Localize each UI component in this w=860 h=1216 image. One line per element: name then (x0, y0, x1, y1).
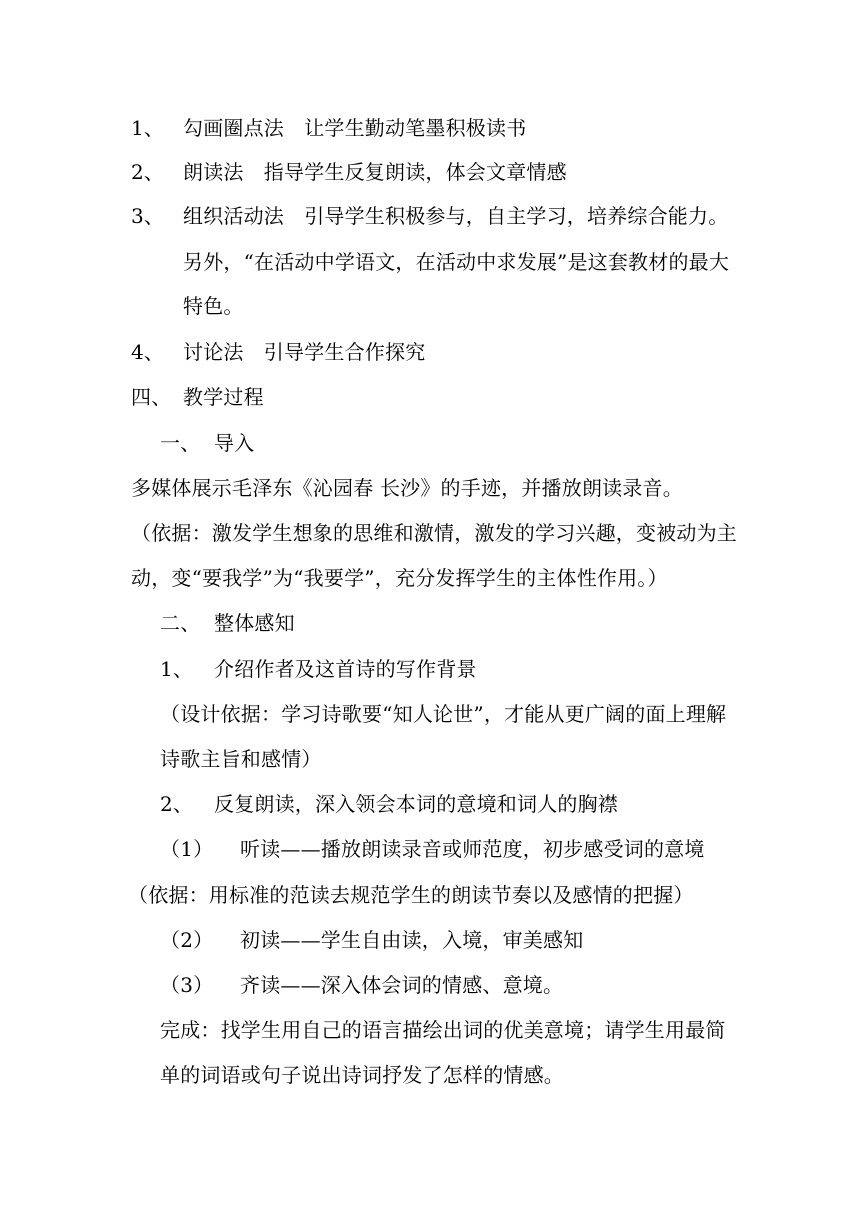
list-number: 2、 (160, 792, 194, 816)
sub-number: （3） (160, 973, 214, 997)
sub-item-3 (160, 971, 563, 999)
part-title: 整体感知 (214, 611, 295, 635)
item-text: 介绍作者及这首诗的写作背景 (214, 657, 477, 681)
section-heading (131, 383, 264, 411)
method-text: 勾画圈点法 让学生勤动笔墨积极读书 (183, 116, 527, 140)
part-title: 导入 (214, 431, 255, 455)
part-one-heading (160, 429, 254, 457)
part-number: 二、 (160, 611, 201, 635)
part-one-body: 多媒体展示毛泽东《沁园春 长沙》的手迹，并播放朗读录音。 (131, 476, 683, 500)
part-one-basis-line-2: 动，变“要我学”为“我要学”，充分发挥学生的主体性作用。） (131, 566, 668, 590)
sub-number: （2） (160, 928, 214, 952)
sub-text: 听读——播放朗读录音或师范度，初步感受词的意境 (240, 837, 705, 861)
method-text: 朗读法 指导学生反复朗读，体会文章情感 (183, 160, 567, 184)
item-1-basis-line-2: 诗歌主旨和感情） (160, 747, 322, 771)
method-text: 讨论法 引导学生合作探究 (183, 340, 426, 364)
part-two-heading (160, 609, 295, 637)
sub-number: （1） (160, 837, 214, 861)
method-item-2 (131, 158, 567, 186)
list-number: 3、 (131, 204, 165, 228)
method-item-3 (131, 202, 728, 230)
part-two-item-2 (160, 790, 618, 818)
sub-item-1-basis: （依据：用标准的范读去规范学生的朗读节奏以及感情的把握） (128, 883, 694, 907)
section-number: 四、 (131, 385, 172, 409)
item-1-basis-line-1: （设计依据：学习诗歌要“知人论世”，才能从更广阔的面上理解 (160, 702, 727, 726)
part-one-basis-line-1: （依据：激发学生想象的思维和激情，激发的学习兴趣，变被动为主 (131, 521, 737, 545)
part-number: 一、 (160, 431, 201, 455)
sub-item-1 (160, 835, 705, 863)
list-number: 1、 (131, 116, 165, 140)
sub-text: 齐读——深入体会词的情感、意境。 (240, 973, 564, 997)
item-text: 反复朗读，深入领会本词的意境和词人的胸襟 (214, 792, 618, 816)
complete-line-2: 单的词语或句子说出诗词抒发了怎样的情感。 (160, 1063, 564, 1087)
list-number: 1、 (160, 657, 194, 681)
sub-text: 初读——学生自由读，入境，审美感知 (240, 928, 584, 952)
method-3-continuation-2: 特色。 (183, 294, 244, 318)
method-item-4 (131, 338, 425, 366)
complete-line-1: 完成：找学生用自己的语言描绘出词的优美意境；请学生用最简 (160, 1018, 726, 1042)
method-text: 组织活动法 引导学生积极参与，自主学习，培养综合能力。 (183, 204, 729, 228)
method-item-1 (131, 114, 526, 142)
section-title: 教学过程 (183, 385, 264, 409)
sub-item-2 (160, 926, 583, 954)
list-number: 4、 (131, 340, 165, 364)
part-two-item-1 (160, 655, 477, 683)
list-number: 2、 (131, 160, 165, 184)
method-3-continuation-1: 另外，“在活动中学语文，在活动中求发展”是这套教材的最大 (183, 250, 730, 274)
